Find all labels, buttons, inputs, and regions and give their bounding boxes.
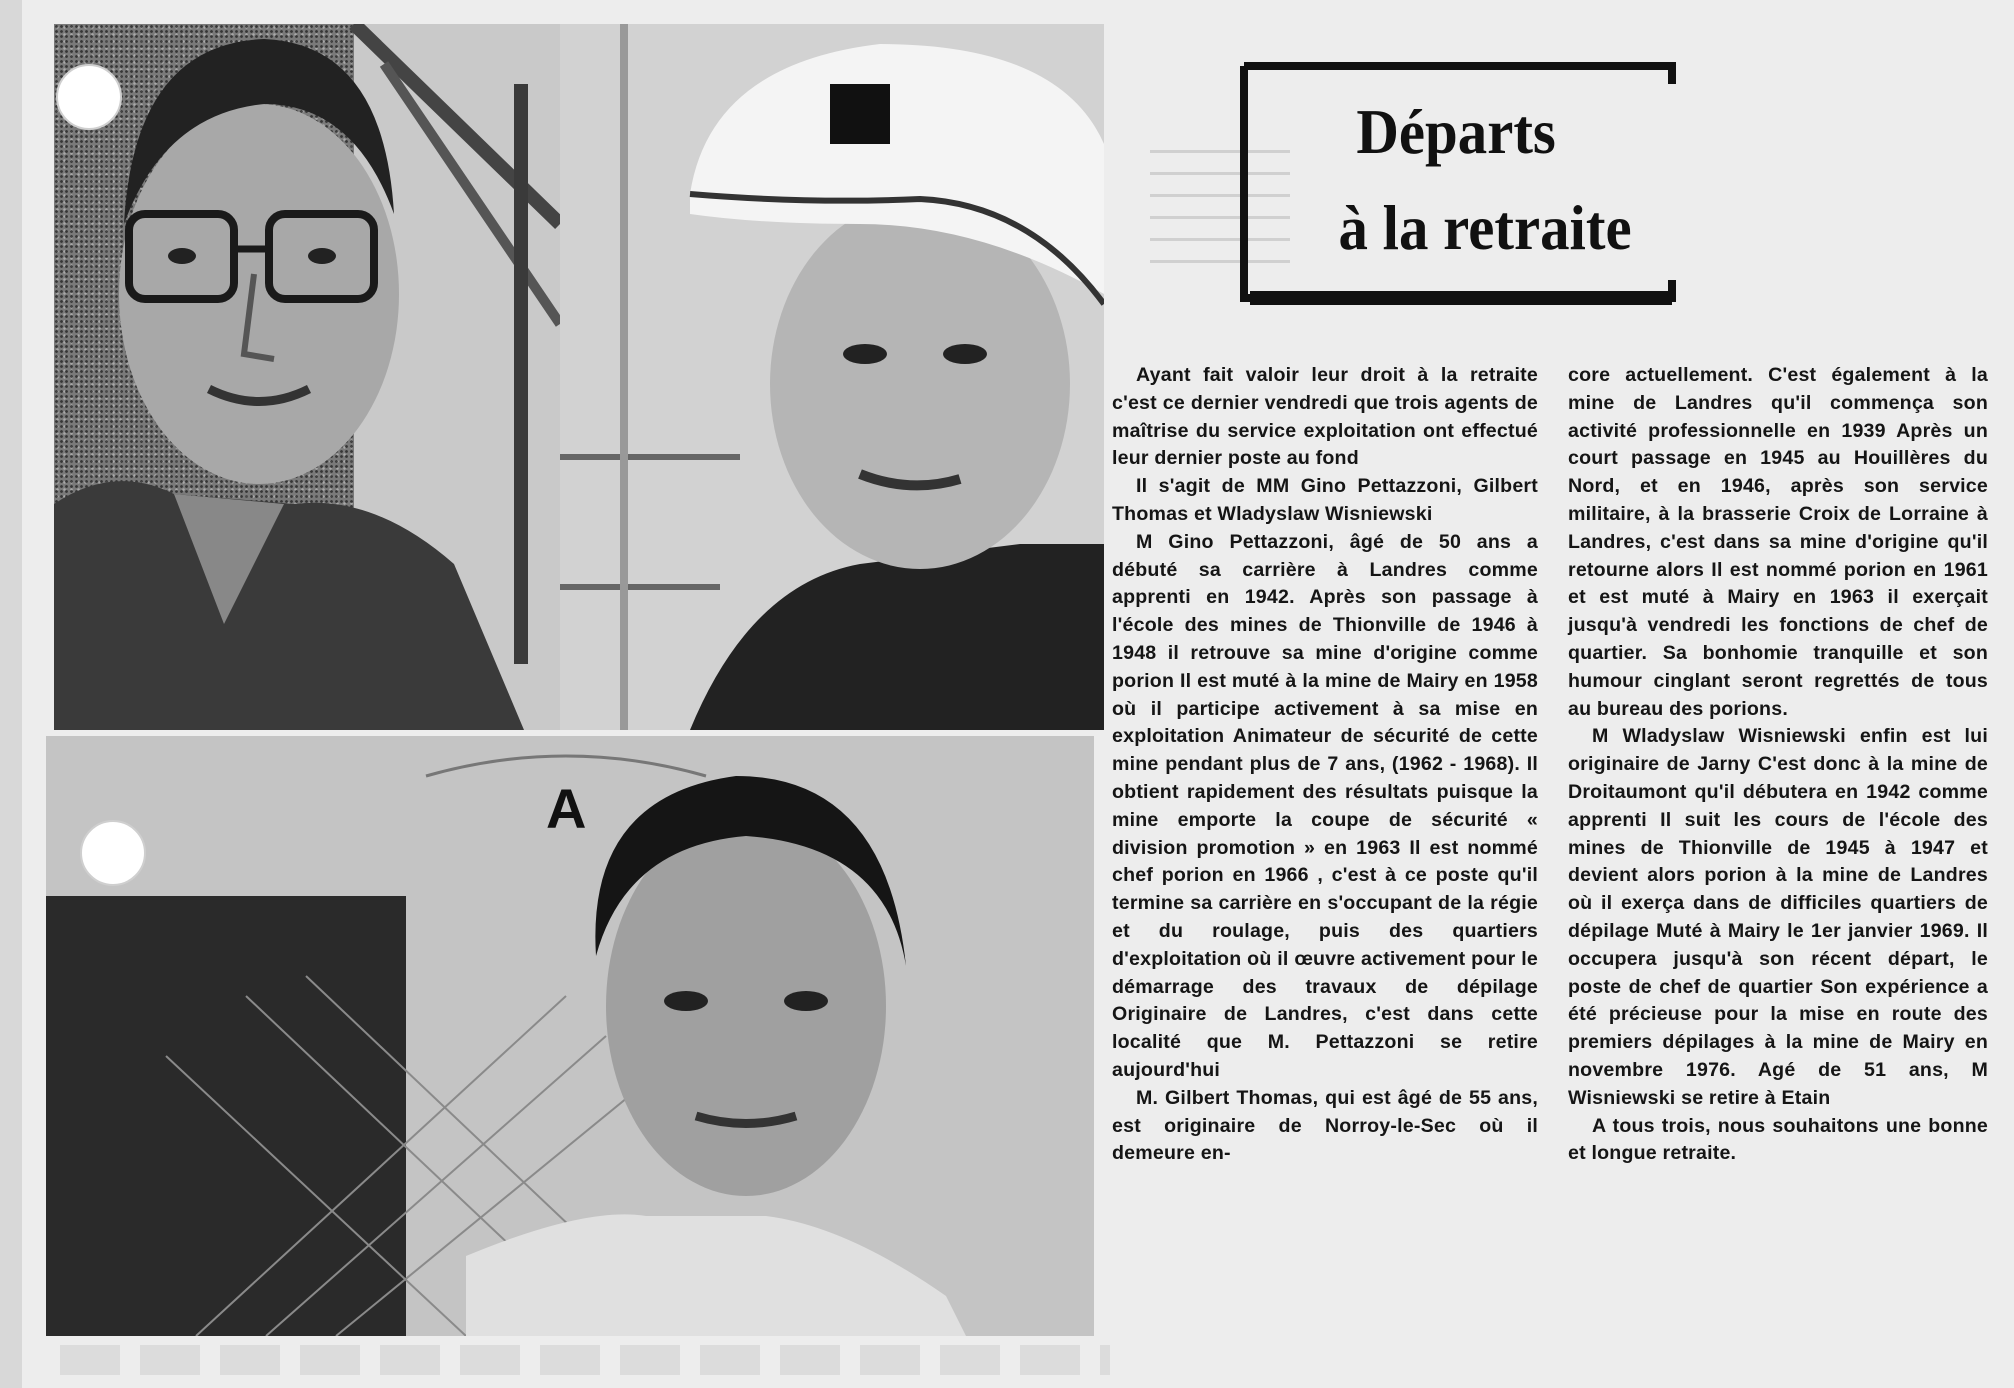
article-column-1 [1112,362,1538,1168]
headline-line-1: Départs [1356,96,1556,167]
left-edge-strip [0,0,22,1388]
paragraph-thomas-continued: core actuellement. C'est également à la mine de Landres qu'il commença son activité professionnelle en 1939 Après un court passage en 1945 au Houillères du Nord, et en 1946, après son service militaire, à la brasserie Croix de Lorraine à Landres, c'est dans sa mine d'origine qu'il retourne alors Il est nommé porion en 1961 et est muté à Mairy en 1963 il exerçait jusqu'à vendredi les fonctions de chef de quartier. Sa bonhomie tranquille et son humour cinglant seront regrettés de tous au bureau des porions. [1568,364,1988,720]
wall-sign-letter: A [546,777,587,840]
paragraph-closing: A tous trois, nous souhaitons une bonne et longue retraite. [1568,1114,1988,1165]
headline-box [1236,62,1676,310]
photo-man-with-helmet [560,24,1104,730]
paragraph-names: Il s'agit de MM Gino Pettazzoni, Gilbert Thomas et Wladyslaw Wisniewski [1112,475,1538,525]
binder-hole-bottom [80,820,146,886]
paragraph-pettazzoni: M Gino Pettazzoni, âgé de 50 ans a débuté sa carrière à Landres comme apprenti en 1942. Après son passage à l'école des mines de Thionville de 1946 à 1948 il retrouve sa mine d'origine comme porion Il est muté à la mine de Mairy en 1958 où il participe activement à sa mise en exploitation Animateur de sécurité de cette mine pendant plus de 7 ans, (1962 - 1968). Il obtient rapidement des résultats puisque la mine emporte la coupe de sécurité « division promotion » en 1963 Il est nommé chef porion en 1966 , c'est à ce poste qu'il termine sa carrière en s'occupant de la régie et du roulage, puis des quartiers d'exploitation où il œuvre activement pour le démarrage des travaux de dépilage Originaire de Landres, c'est dans cette localité que M. Pettazzoni se retire aujourd'hui [1112,530,1538,1081]
article-column-2 [1568,362,1988,1168]
binder-hole-top [56,64,122,130]
headline-line-2: à la retraite [1338,192,1632,263]
bleed-through-text-bottom [60,1345,1110,1375]
photo-third-man [46,736,1094,1336]
paragraph-intro: Ayant fait valoir leur droit à la retraite c'est ce dernier vendredi que trois agents de maîtrise du service exploitation ont effectué leur dernier poste au fond [1112,364,1538,470]
paragraph-thomas-start: M. Gilbert Thomas, qui est âgé de 55 ans, est originaire de Norroy-le-Sec où il demeure en- [1112,1086,1538,1165]
photo-man-with-glasses [54,24,560,730]
paragraph-wisniewski: M Wladyslaw Wisniewski enfin est lui originaire de Jarny C'est donc à la mine de Droitaumont qu'il débutera en 1942 comme apprenti Il suit les cours de l'école des mines de Thionville de 1945 à 1947 et devient alors porion à la mine de Landres où il exerça dans de difficiles quartiers de dépilage Muté à Mairy le 1er janvier 1969. Il occupera jusqu'à son récent départ, le poste de chef de quartier Son expérience a été précieuse pour la mise en route des premiers dépilages à la mine de Mairy en novembre 1976. Agé de 51 ans, M Wisniewski se retire à Etain [1568,725,1988,1109]
